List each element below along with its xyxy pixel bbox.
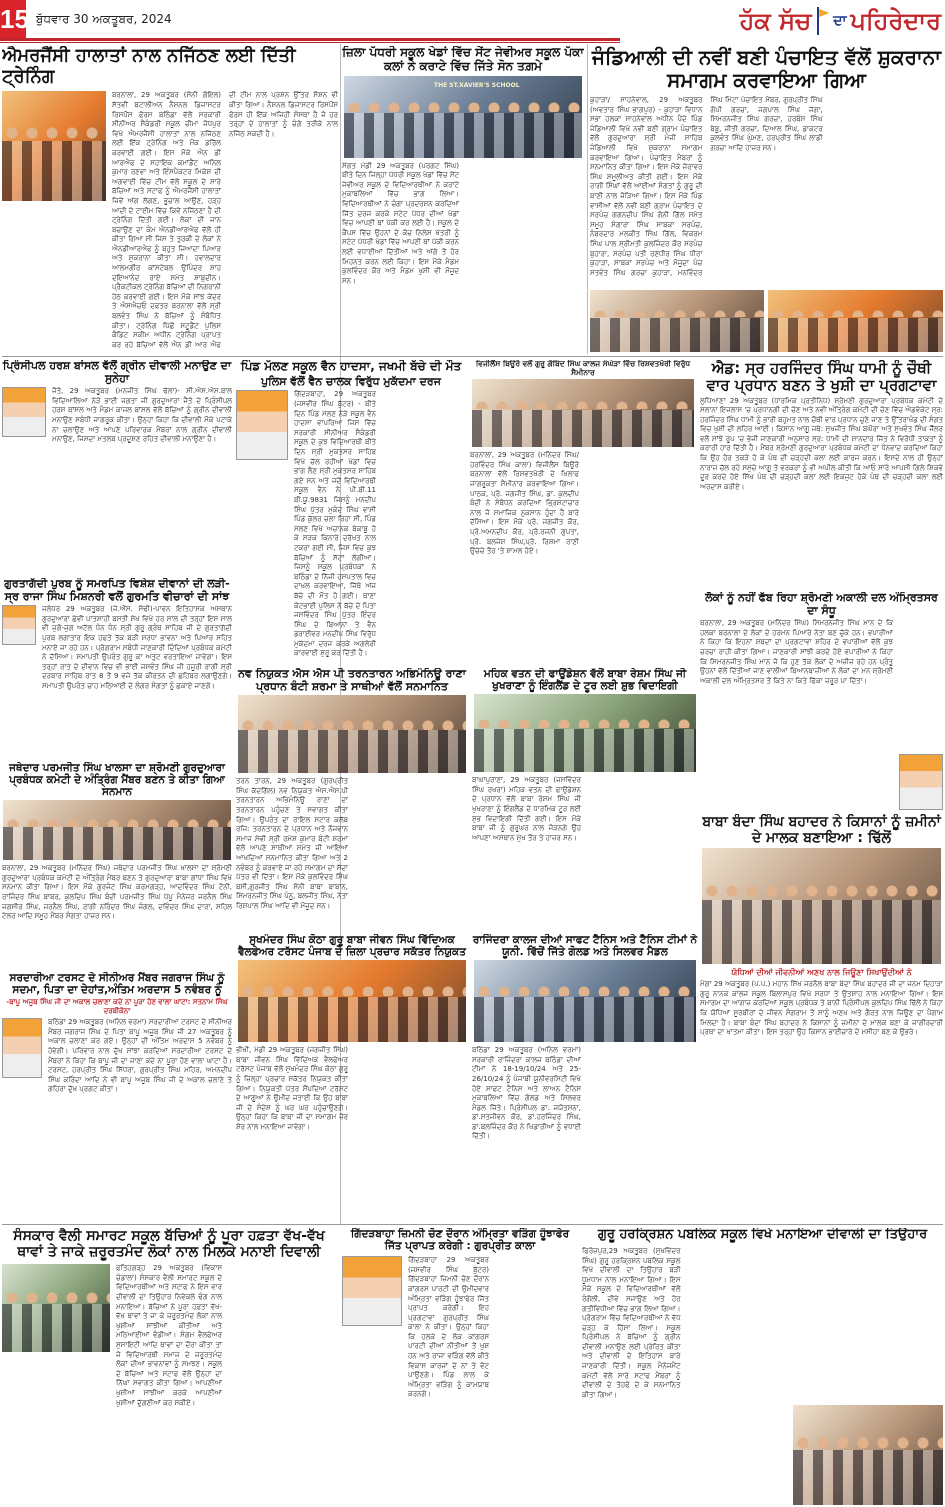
article-photo — [344, 76, 582, 158]
story-gurmat-vichar — [2, 578, 232, 758]
article-photo — [702, 848, 941, 964]
story-dhami-president — [700, 360, 943, 586]
story-emergency-training — [2, 46, 338, 352]
story-van-accident — [236, 360, 466, 664]
school-sign: THE ST.XAVIER'S SCHOOL — [434, 81, 520, 89]
story-akali-dal-amritsar — [700, 592, 943, 810]
section-divider — [2, 356, 943, 357]
story-banda-singh — [700, 814, 943, 1220]
story-karate-gold — [342, 46, 584, 352]
story-smart-school-week — [2, 1228, 336, 1505]
issue-date: ਬੁੱਧਵਾਰ 30 ਅਕਤੂਬਰ, 2024 — [36, 12, 172, 26]
article-photos — [590, 290, 943, 352]
headline: ਸਰਦਾਰੀਆ ਟਰਸਟ ਦੇ ਸੀਨੀਅਰ ਮੈਂਬਰ ਜਗਰਾਜ ਸਿੰਘ ਨੂੰ ਸਦਮਾ, ਪਿਤਾ ਦਾ ਦੇਹਾਂਤ,ਅੰਤਿਮ ਅਰਦਾਸ 5 ਨਵੰਬਰ ਨੂੰ — [9, 972, 225, 997]
article-body: ਬਠਿੰਡਾ 29 ਅਕਤੂਬਰ (ਅਨਿਲ ਵਰਮਾ) ਸਰਕਾਰੀ ਰਾਜਿੰਦਰਾ ਕਾਲਜ ਬਠਿੰਡਾ ਦੀਆਂ ਟੀਮਾਂ ਨੇ 18-19/10/24 ਅਤੇ 25-26/10/24 ਨੂੰ ਪੰਜਾਬੀ ਯੂਨੀਵਰਸਿਟੀ ਵਿਖੇ ਹੋਏ ਸਾਫਟ ਟੈਨਿਸ ਅਤੇ ਲਾਅਨ ਟੈਨਿਸ ਮੁਕਾਬਲਿਆਂ ਵਿੱਚ ਗੋਲਡ ਅਤੇ ਸਿਲਵਰ ਮੈਡਲ ਜਿੱਤੇ। ਪ੍ਰਿੰਸੀਪਲ ਡਾ. ਜਯੋਤਸਨਾ, ਡਾ.ਸਤਜੀਵਨ ਕੌਰ, ਡਾ.ਹਰਜਿੰਦਰ ਸਿੰਘ, ਡਾ.ਬਲਜਿੰਦਰ ਕੌਰ ਨੇ ਖਿਡਾਰੀਆਂ ਨੂੰ ਵਧਾਈ ਦਿੱਤੀ। — [472, 1046, 581, 1141]
article-photo — [2, 1264, 110, 1352]
headline: ਐਮਰਜੈਂਸੀ ਹਾਲਾਤਾਂ ਨਾਲ ਨਜਿੱਠਣ ਲਈ ਦਿੱਤੀ ਟ੍ਰੇਨਿੰਗ — [2, 46, 296, 87]
reporter-photo — [899, 754, 943, 810]
article-photo — [238, 695, 466, 773]
story-jagraj-bereavement — [2, 972, 232, 1220]
story-sgpc-member-honour — [2, 762, 232, 968]
reporter-photo — [2, 605, 36, 645]
article-photo — [590, 290, 764, 352]
article-body: ਬਰਨਾਲਾ, 29 ਅਕਤੂਬਰ (ਸੋਨੀ ਗੋਇਲ) ਸੱਤਵੀਂ ਬਟਾਲੀਅਨ ਨੈਸ਼ਨਲ ਡਿਜਾਸਟਰ ਰਿਸਪੌਂਸ ਫੋਰਸ ਬਠਿੰਡਾ ਵੱਲੋਂ ਸਰਕਾਰੀ ਸੀਨੀਅਰ ਸੈਕੰਡਰੀ ਸਕੂਲ ਚੀਮਾ ਜੋਧਪੁਰ ਵਿਖੇ ਐਮਰਜੈਂਸੀ ਹਾਲਾਤਾਂ ਨਾਲ ਨਜਿੱਠਣ ਲਈ ਇੱਕ ਟ੍ਰੇਨਿੰਗ ਅਤੇ ਮੌਕ ਡਰਿੱਲ ਕਰਵਾਈ ਗਈ। ਇਸ ਮੌਕੇ ਐਨ ਡੀ ਆਰਐਫ ਦੇ ਸਹਾਇਕ ਕਮਾਂਡੈਂਟ ਅਨਿਲ ਕੁਮਾਰ ਰਣਵਾ ਅਤੇ ਇੰਸਪੈਕਟਰ ਮਿਕੇਸ਼ ਦੀ ਅਗਵਾਈ ਵਿੱਚ ਟੀਮ ਵੱਲੋਂ ਸਕੂਲ ਦੇ ਸਾਰੇ ਬੱਚਿਆਂ ਅਤੇ ਸਟਾਫ ਨੂੰ ਐਮਰਜੈਂਸੀ ਹਾਲਾਤਾਂ ਜਿਵੇਂ ਅੱਗ ਲੱਗਣ, ਭੂਚਾਲ ਆਉਣ, ਹੜ੍ਹ ਆਦੀ ਦੇ ਟਾਈਮ ਵਿੱਚ ਕਿਵੇਂ ਨਜਿੱਠਣਾ ਹੈ ਦੀ ਟ੍ਰੇਨਿੰਗ ਦਿੱਤੀ ਗਈ। ਲੋਕਾਂ ਦੀ ਜਾਨ ਬਚਾਉਣ ਦਾ ਕੰਮ ਐਨਡੀਆਰਐਫ ਵੱਲੋਂ ਹੀ ਕੀਤਾ ਗਿਆ ਸੀ ਜਿਸ ਤੇ ਤੁਰਕੀ ਦੇ ਲੋਕਾਂ ਨੇ ਐਨਡੀਆਰਐਫ ਨੂੰ ਬਹੁਤ ਜਿਆਦਾ ਪਿਆਰ ਅਤੇ ਸ਼ੁਕਰਾਨਾ ਕੀਤਾ ਸੀ। ਹਵਾਲਦਾਰ ਆਲਮਗੀਰ ਕਾਂਸਟੇਬਲ ਉਪਿੰਦਰ ਸ਼ਾਹ ਦਇਆਨੰਦ ਰਾਏ ਸਮੇਤ ਸ਼ਾਬੁਦੀਨ। ਪ੍ਰੈਕਟੀਕਲ ਟ੍ਰੇਨਿੰਗ ਬੱਚਿਆਂ ਦੀ ਨਿਗਰਾਨੀ ਹੇਠ ਕਰਵਾਈ ਗਈ। ਇਸ ਮੌਕੇ ਸਾਂਝ ਕੇਂਦਰ ਤੇ ਐਸਐਚਓ ਦਫਤਰ ਬਰਨਾਲਾ ਵੱਲੋਂ ਸ੍ਰੀ ਬਲਵੰਤ ਸਿੰਘ ਨੇ ਬੱਚਿਆਂ ਨੂੰ ਸੰਬੋਧਿਤ ਕੀਤਾ। ਟ੍ਰੇਨਿੰਗ ਪਿੱਛੋਂ ਸਟੂਡੈਂਟ ਪੁਲਿਸ ਕੈਡਿਟ ਸਕੀਮ ਅਧੀਨ ਟ੍ਰੇਨਿੰਗ ਪ੍ਰਾਪਤ ਕਰ ਰਹੇ ਬੱਚਿਆਂ ਵੱਲੋਂ ਐਨ ਡੀ ਆਰ ਐਫ ਦੀ ਟੀਮ ਨਾਲ ਪ੍ਰਸ਼ਨ ਉੱਤਰ ਸੈਸ਼ਨ ਵੀ ਕੀਤਾ ਗਿਆ। ਨੈਸ਼ਨਲ ਡਿਜਾਸਟਰ ਰਿਸਪੌਂਸ ਫੋਰਸ ਹੀ ਇੱਕ ਅਜਿਹੀ ਸੰਸਥਾ ਹੈ ਜੋ ਹਰ ਤਰ੍ਹਾਂ ਦੇ ਹਾਲਾਤਾਂ ਨੂੰ ਚੰਗੇ ਤਰੀਕੇ ਨਾਲ ਨਜਿੱਠ ਸਕਦੀ ਹੈ। — [112, 91, 338, 349]
article-body: ਬਾਘਾਪੁਰਾਣਾ, 29 ਅਕਤੂਬਰ (ਜਸਵਿੰਦਰ ਸਿੰਘ ਰਖਰਾ) ਮਹਿਕ ਵਤਨ ਦੀ ਫਾਉਂਡੇਸ਼ਨ ਦੇ ਪ੍ਰਧਾਨ ਵੱਲੋਂ ਬਾਬਾ ਰੇਸ਼ਮ ਸਿੰਘ ਜੀ ਖੁਖਰਾਣਾ ਨੂੰ ਇੰਗਲੈਂਡ ਦੇ ਧਾਰਮਿਕ ਟੂਰ ਲਈ ਸ਼ੁਭ ਵਿਦਾਇਗੀ ਦਿੱਤੀ ਗਈ। ਇਸ ਮੌਕੇ ਬਾਬਾ ਜੀ ਨੂੰ ਗੁਰੂਘਰ ਨਾਲ ਜੋੜਨਗੇ ਉਹ ਆਪਣਾ ਅਸਥਾਨ ਮੁੱਖ ਤੌਰ ਤੇ ਹਾਜ਼ਰ ਸਨ। — [472, 776, 581, 842]
headline: ਲੋਕਾਂ ਨੂੰ ਨਹੀਂ ਫੱਬ ਰਿਹਾ ਸ਼੍ਰੋਮਣੀ ਅਕਾਲੀ ਦਲ ਅੰਮ੍ਰਿਤਸਰ ਦਾ ਸੰਧੂ — [705, 592, 938, 617]
article-photo — [472, 379, 694, 447]
story-green-diwali — [2, 360, 232, 574]
section-divider — [2, 1224, 943, 1225]
story-seminar-corruption — [470, 360, 696, 664]
subheadline: -ਬਾਪੂ ਅਜੂਬ ਸਿੰਘ ਜੀ ਦਾ ਅਕਾਲ ਚਲਾਣਾ ਕਦੇ ਨਾ ਪੂਰਾ ਹੋਣ ਵਾਲਾ ਘਾਟਾ: ਸਤਨਾਮ ਸਿੰਘ ਦਰਬੀਕੋਨਾ — [6, 998, 228, 1016]
headline: ਸੁਖਮੰਦਰ ਸਿੰਘ ਕੋਠਾ ਗੁਰੂ ਬਾਬਾ ਜੀਵਨ ਸਿੰਘ ਵਿੱਦਿਅਕ ਵੈਲਫੇਅਰ ਟਰੱਸਟ ਪੰਜਾਬ ਦੇ ਜ਼ਿਲਾ ਪ੍ਰਚਾਰ ਸਕੱਤਰ ਨਿਯੁਕਤ — [238, 934, 466, 959]
article-body: ਬਰਨਾਲਾ, 29 ਅਕਤੂਬਰ (ਮਨਿੰਦਰ ਸਿੰਘ/ਹਰਵਿੰਦਰ ਸਿੰਘ ਕਾਲਾ) ਵਿਜੀਲੈਂਸ ਬਿਊਰੋ ਬਰਨਾਲਾ ਵੱਲੋਂ ਰਿਸ਼ਵਤਖੋਰੀ ਦੇ ਖਿਲਾਫ ਜਾਗਰੂਕਤਾ ਸੈਮੀਨਾਰ ਕਰਵਾਇਆ ਗਿਆ। ਪਾਠਕ, ਪ੍ਰੋ. ਜਗਜੀਤ ਸਿੰਘ, ਡਾ. ਕੁਲਦੀਪ ਬੰਦੀ ਨੇ ਸੰਬੋਧਨ ਕਰਦਿਆਂ ਭ੍ਰਿਸ਼ਟਾਚਾਰ ਨਾਲ ਜੋ ਸਮਾਜਿਕ ਨੁਕਸਾਨ ਹੁੰਦਾ ਹੈ ਬਾਰੇ ਦੱਸਿਆ। ਇਸ ਮੌਕੇ ਪ੍ਰੋ. ਜਗਜੀਤ ਕੌਰ, ਪ੍ਰੋ.ਅਮਨਦੀਪ ਕੌਰ, ਪ੍ਰੋ.ਰਜਨੀ ਗੁਪਤਾ, ਪ੍ਰੋ. ਬਲਜੇਸ਼ ਸਿੰਘ,ਪ੍ਰੋ. ਰਿਸ਼ਮਾ ਰਾਣੀ ਉਚੇਚੇ ਤੌਰ 'ਤੇ ਸ਼ਾਮਲ ਹੋਏ। — [470, 451, 579, 556]
logo-text-2: ਦਾ — [833, 13, 847, 29]
subheadline: ਯੋਧਿਆਂ ਦੀਆਂ ਜੀਵਨੀਆਂ ਅਣਖ ਨਾਲ ਜਿਊਣਾ ਸਿਖਾਉਂਦੀਆਂ ਨੇ — [731, 968, 912, 978]
article-body: ਫਤਿਹਗੜ੍ਹ 29 ਅਕਤੂਬਰ (ਵਿਕਾਸ ਚੰਡਾਲਾ) ਸੰਸਕਾਰ ਵੈਲੀ ਸਮਾਰਟ ਸਕੂਲ ਦੇ ਵਿਦਿਆਰਥੀਆਂ ਅਤੇ ਸਟਾਫ ਨੇ ਇਸ ਵਾਰ ਦੀਵਾਲੀ ਦਾ ਤਿਉਹਾਰ ਨਿਵੇਕਲੇ ਢੰਗ ਨਾਲ ਮਨਾਇਆ। ਬੱਚਿਆਂ ਨੇ ਪੂਰਾ ਹਫ਼ਤਾ ਵੱਖ-ਵੱਖ ਥਾਵਾਂ ਤੇ ਜਾ ਕੇ ਜ਼ਰੂਰਤਮੰਦ ਲੋਕਾਂ ਨਾਲ ਖੁਸ਼ੀਆਂ ਸਾਂਝੀਆਂ ਕੀਤੀਆਂ ਅਤੇ ਮਠਿਆਈਆਂ ਵੰਡੀਆਂ। ਸੰਗਮ ਵੈਲਫੇਅਰ ਸੁਸਾਇਟੀ ਆਦਿ ਥਾਵਾਂ ਦਾ ਦੌਰਾ ਕੀਤਾ ਤਾਂ ਜੋ ਵਿਦਿਆਰਥੀ ਸਮਾਜ ਦੇ ਜ਼ਰੂਰਤਮੰਦ ਲੋਕਾਂ ਦੀਆਂ ਭਾਵਨਾਵਾਂ ਨੂੰ ਸਮਝਣ। ਸਕੂਲ ਦੇ ਬੱਚਿਆਂ ਅਤੇ ਸਟਾਫ ਵੱਲੋਂ ਉਨ੍ਹਾਂ ਦਾ ਨਿੱਘਾ ਸਵਾਗਤ ਕੀਤਾ ਗਿਆ। ਆਪਣੀਆਂ ਖੁਸ਼ੀਆਂ ਸਾਂਝੀਆਂ ਕਰਕੇ ਆਪਣੀਆਂ ਖੁਸ਼ੀਆਂ ਦੁੱਗਣੀਆਂ ਕਰ ਸਕੀਏ। — [116, 1264, 222, 1407]
article-body: ਮੋਗਾ 29 ਅਕਤੂਬਰ (ਪ.ਪ.) ਮਹਾਨ ਸਿੱਖ ਜਰਨੈਲ ਬਾਬਾ ਬੰਦਾ ਸਿੰਘ ਬਹਾਦਰ ਜੀ ਦਾ ਜਨਮ ਦਿਹਾੜਾ ਗੁਰੂ ਨਾਨਕ ਕਾਲਜ ਸਕੂਲ ਬਿਲਾਸਪੁਰ ਵਿਖੇ ਸ਼ਰਧਾ ਤੇ ਉਤਸ਼ਾਹ ਨਾਲ ਮਨਾਇਆ ਗਿਆ। ਇਸ ਸਮਾਗਮ ਦਾ ਆਗਾਜ਼ ਕਰਦਿਆਂ ਸਕੂਲ ਪ੍ਰਬੰਧਕ ਤੇ ਬਾਨੀ ਪ੍ਰਿੰਸੀਪਲ ਕੁਲਦਿਪ ਸਿੰਘ ਢਿੱਲੋਂ ਨੇ ਕਿਹਾ ਕਿ ਯੋਧਿਆਂ ਸੂਰਬੀਰਾਂ ਦੇ ਜੀਵਨ ਸੰਗਰਾਮ ਤੋਂ ਸਾਨੂੰ ਅਣਖ ਅਤੇ ਗੈਰਤ ਨਾਲ ਜਿਊਣ ਦਾ ਪੈਗਾਮ ਮਿਲਦਾ ਹੈ। ਬਾਬਾ ਬੰਦਾ ਸਿੰਘ ਬਹਾਦਰ ਨੇ ਕਿਸਾਨਾਂ ਨੂੰ ਜ਼ਮੀਨਾਂ ਦੇ ਮਾਲਕ ਬਣਾ ਕੇ ਜਾਗੀਰਦਾਰੀ ਪ੍ਰਥਾ ਦਾ ਖਾਤਮਾ ਕੀਤਾ। ਇਸ ਤਰ੍ਹਾਂ ਉਹ ਕਿਸਾਨ ਭਾਈਚਾਰੇ ਦੇ ਮਸੀਹਾ ਬਣ ਕੇ ਉਭਰੇ। — [700, 980, 943, 1037]
headline: ਜੰਡਿਆਲੀ ਦੀ ਨਵੀਂ ਬਣੀ ਪੰਚਾਇਤ ਵੱਲੋਂ ਸ਼ੁਕਰਾਨਾ ਸਮਾਗਮ ਕਰਵਾਇਆ ਗਿਆ — [591, 46, 942, 92]
headline: ਵਿਜੀਲੈਂਸ ਬਿਊਰੋ ਵਲੋਂ ਗੁਰੂ ਗੋਬਿੰਦ ਸਿੰਘ ਕਾਲਜ ਸੰਘੇੜਾ ਵਿੱਚ ਰਿਸ਼ਵਤਖੋਰੀ ਵਿਰੁੱਧ ਸੈਮੀਨਾਰ — [475, 360, 691, 377]
reporter-photo — [2, 387, 46, 437]
headline: ਗੁਰੂ ਹਰਕ੍ਰਿਸ਼ਨ ਪਬਲਿਕ ਸਕੂਲ ਵਿਖੇ ਮਨਾਇਆ ਦੀਵਾਲੀ ਦਾ ਤਿਉਹਾਰ — [597, 1228, 928, 1242]
headline: ਸੰਸਕਾਰ ਵੈਲੀ ਸਮਾਰਟ ਸਕੂਲ ਬੱਚਿਆਂ ਨੂੰ ਪੂਰਾ ਹਫ਼ਤਾ ਵੱਖ-ਵੱਖ ਥਾਵਾਂ ਤੇ ਜਾਕੇ ਜ਼ਰੂਰਤਮੰਦ ਲੋਕਾਂ ਨਾਲ ਮਿਲਕੇ ਮਨਾਈ ਦਿਵਾਲੀ — [13, 1228, 325, 1261]
column-divider — [587, 44, 588, 354]
subheadline: ਪੁਲਿਸ ਵੱਲੋਂ ਵੈਨ ਚਾਲਕ ਵਿਰੁੱਧ ਮੁਕੱਦਮਾ ਦਰਜ — [261, 374, 441, 388]
headline: ਗੁਰਤਾਗੱਦੀ ਪੁਰਬ ਨੂੰ ਸਮਰਪਿਤ ਵਿਸ਼ੇਸ਼ ਦੀਵਾਨਾਂ ਦੀ ਲੜੀ- ਸ੍ਰ ਰਾਜਾ ਸਿੰਘ ਮਿਸ਼ਨਰੀ ਵਲੋਂ ਗੁਰਮਤਿ ਵੀਚਾਰਾਂ ਦੀ ਸਾਂਝ — [4, 578, 230, 603]
header-rule-thin — [0, 42, 620, 43]
story-gidderbaha-election — [342, 1228, 578, 1505]
article-body: ਸੰਗਤ ਮੰਡੀ 29 ਅਕਤੂਬਰ (ਪਰਗਟ ਸਿੰਘ) ਬੀਤੇ ਦਿਨ ਜਿਲ੍ਹਾ ਪੱਧਰੀ ਸਕੂਲ ਖੇਡਾਂ ਵਿੱਚ ਸੇਂਟ ਜੇਵੀਅਰ ਸਕੂਲ ਦੇ ਵਿਦਿਆਰਥੀਆਂ ਨੇ ਕਰਾਟੇ ਮੁਕਾਬਲਿਆਂ ਵਿੱਚ ਭਾਗ ਲਿਆ। ਵਿਦਿਆਰਥੀਆਂ ਨੇ ਚੰਗਾ ਪ੍ਰਦਰਸ਼ਨ ਕਰਦਿਆਂ ਜਿੱਤ ਦਰਜ ਕਰਕੇ ਸਟੇਟ ਪੱਧਰ ਦੀਆਂ ਖੇਡਾਂ ਵਿਚ ਆਪਣੀ ਥਾਂ ਪੱਕੀ ਕਰ ਲਈ ਹੈ। ਸਕੂਲ ਦੇ ਕੈਂਪਸ ਵਿੱਚ ਉਹਨਾਂ ਦੇ ਕੋਚ ਨਿਲੇਸ਼ ਖੱਤਰੀ ਨੂੰ ਸਟੇਟ ਪੱਧਰੀ ਖੇਡਾਂ ਵਿੱਚ ਆਪਣੀ ਥਾਂ ਪੱਕੀ ਕਰਨ ਲਈ ਵਧਾਈਆਂ ਦਿੱਤੀਆਂ ਅਤੇ ਅੱਗੇ ਤੋਂ ਹੋਰ ਮਿਹਨਤ ਕਰਨ ਲਈ ਕਿਹਾ। ਇਸ ਮੌਕੇ ਮੈਡਮ ਕੁਲਵਿੰਦਰ ਕੌਰ ਅਤੇ ਮੈਡਮ ਖੁਸ਼ੀ ਵੀ ਮੌਜੂਦ ਸਨ। — [342, 161, 460, 285]
deceased-photo — [2, 1018, 42, 1078]
article-body: ਜਲੰਧਰ 29 ਅਕਤੂਬਰ (ਜੇ.ਐੱਸ. ਸੋਢੀ)-ਪਾਵਨ ਇਤਿਹਾਸਕ ਅਸਥਾਨ ਗੁਰਦੁਆਰਾ ਛੇਵੀਂ ਪਾਤਸ਼ਾਹੀ ਬਸਤੀ ਸ਼ੇਖ ਵਿਖੇ ਹਰ ਸਾਲ ਦੀ ਤਰ੍ਹਾਂ ਇਸ ਸਾਲ ਵੀ ਜੁਗੋ-ਜੁਗ ਅਟੱਲ ਧੰਨ ਧੰਨ ਸ੍ਰੀ ਗੁਰੂ ਗ੍ਰੰਥ ਸਾਹਿਬ ਜੀ ਦੇ ਗੁਰਤਾਗੱਦੀ ਪੁਰਬ ਲਗਾਤਾਰ ਇਕ ਹਫਤੇ ਤੱਕ ਬੜੀ ਸ਼ਰਧਾ ਭਾਵਨਾ ਅਤੇ ਪਿਆਰ ਸਹਿਤ ਮਨਾਏ ਜਾ ਰਹੇ ਹਨ। ਪ੍ਰੋਗਰਾਮ ਸਬੰਧੀ ਜਾਣਕਾਰੀ ਦਿੰਦਿਆਂ ਪ੍ਰਬੰਧਕ ਕਮੇਟੀ ਨੇ ਦੱਸਿਆ। ਸਮਾਪਤੀ ਉਪਰੰਤ ਗੁਰੂ ਕਾ ਅਤੁਟ ਵਰਤਾਇਆ ਜਾਵੇਗਾ। ਇਸ ਤਰ੍ਹਾਂ ਰਾਤ ਦੇ ਦੀਵਾਨ ਵਿਚ ਵੀ ਭਾਈ ਜਸਵੰਤ ਸਿੰਘ ਜੀ ਹਜ਼ੂਰੀ ਰਾਗੀ ਸ੍ਰੀ ਦਰਬਾਰ ਸਾਹਿਬ ਰਾਤ 8 ਤੋਂ 9 ਵਜੇ ਤੱਕ ਕੀਰਤਨ ਦੀ ਛਹਿਬਰ ਲਗਾਉਣਗੇ। ਸਮਾਪਤੀ ਉਪਰੰਤ ਚਾਹ ਮਠਿਆਈ ਦੇ ਲੰਗਰ ਸੰਗਤਾਂ ਨੂੰ ਛਕਾਏ ਜਾਣਗੇ। — [42, 605, 232, 691]
headline: ਪਿੰਡ ਮੱਲਣ ਸਕੂਲ ਵੈਨ ਹਾਦਸਾ, ਜਖਮੀ ਬੱਚੇ ਦੀ ਮੌਤ — [240, 360, 462, 373]
logo-text-1: ਹੱਕ ਸੱਚ — [739, 7, 812, 35]
story-tennis-medals — [472, 934, 698, 1220]
article-body: ਬਠਿੰਡਾ 29 ਅਕਤੂਬਰ (ਅਨਿਲ ਵਰਮਾ) ਸਰਦਾਰੀਆ ਟਰਸਟ ਦੇ ਸੀਨੀਅਰ ਮੈਂਬਰ ਜਗਰਾਜ ਸਿੰਘ ਦੇ ਪਿਤਾ ਬਾਪੂ ਅਜੂਬ ਸਿੰਘ ਜੀ 27 ਅਕਤੂਬਰ ਨੂੰ ਅਕਾਲ ਚਲਾਣਾ ਕਰ ਗਏ। ਉਨ੍ਹਾਂ ਦੀ ਅੰਤਿਮ ਅਰਦਾਸ 5 ਨਵੰਬਰ ਨੂੰ ਹੋਵੇਗੀ। ਪਰਿਵਾਰ ਨਾਲ ਦੁੱਖ ਸਾਂਝਾ ਕਰਦਿਆਂ ਸਰਦਾਰੀਆ ਟਰਸਟ ਦੇ ਮੈਂਬਰਾਂ ਨੇ ਕਿਹਾ ਕਿ ਬਾਪੂ ਜੀ ਦਾ ਜਾਣਾ ਕਦੇ ਨਾ ਪੂਰਾ ਹੋਣ ਵਾਲਾ ਘਾਟਾ ਹੈ। ਟਰਸਟ, ਹਰਪ੍ਰੀਤ ਸਿੰਘ ਸਿੱਧਰਾ, ਗੁਰਪ੍ਰੀਤ ਸਿੰਘ ਮਹਿਰ, ਅਮਨਦੀਪ ਸਿੰਘ ਕਰਿੰਦਾ ਆਦਿ ਨੇ ਵੀ ਬਾਪੂ ਅਜੂਬ ਸਿੰਘ ਜੀ ਦੇ ਅਕਾਲ ਚਲਾਣੇ ਤੇ ਗਹਿਰਾ ਦੁੱਖ ਪ੍ਰਗਟ ਕੀਤਾ। — [48, 1018, 232, 1094]
headline: ਪ੍ਰਿੰਸੀਪਲ ਹਰਸ਼ ਬਾਂਸਲ ਵੱਲੋਂ ਗ੍ਰੀਨ ਦੀਵਾਲੀ ਮਨਾਉਣ ਦਾ ਸੁਨੇਹਾ — [2, 360, 232, 385]
headline: ਗਿੱਦੜਬਾਹਾ ਜ਼ਿਮਨੀ ਚੋਣ ਦੌਰਾਨ ਅੰਮ੍ਰਿਤਾ ਵੜਿੰਗ ਹੂੰਝਾਫੇਰ ਜਿੱਤ ਪ੍ਰਾਪਤ ਕਰੇਗੀ : ਗੁਰਪ੍ਰੀਤ ਕਾਲਾ — [350, 1228, 570, 1253]
article-photo — [2, 91, 106, 201]
article-body: ਤਰਨ ਤਾਰਨ, 29 ਅਕਤੂਬਰ (ਗੁਰਪ੍ਰੀਤ ਸਿੰਘ ਕੱਦਗਿੱਲ) ਨਵ ਨਿਯੁਕਤ ਐਸ.ਐਸ.ਪੀ ਤਰਨਤਾਰਨ ਅਭਿਮੰਨਿਊ ਰਾਣਾ ਦਾ ਤਰਨਤਾਰਨ ਪਹੁੰਚਣ ਤੇ ਸਵਾਗਤ ਕੀਤਾ ਗਿਆ। ਉਪਰੰਤ ਦਾ ਰਾਇਲ ਸਟਾਰ ਕਲੱਬ ਰਜਿ: ਤਰਨਤਾਰਨ ਦੇ ਪ੍ਰਧਾਨ ਅਤੇ ਨੌਜਵਾਨ ਸਮਾਜ ਸੇਵੀ ਸ੍ਰੀ ਰਮੇਸ਼ ਕੁਮਾਰ ਬੰਟੀ ਸ਼ਰਮਾ ਵੱਲੋਂ ਆਪਣੇ ਸਾਥੀਆਂ ਸਮੇਤ ਜੀ ਆਇਆਂ ਆਖਦਿਆਂ ਸਨਮਾਨਿਤ ਕੀਤਾ ਗਿਆ ਅਤੇ 2 ਨਵੰਬਰ ਨੂੰ ਕਰਵਾਏ ਜਾ ਰਹੇ ਸਮਾਗਮ ਦਾ ਸੱਦਾ ਪੱਤਰ ਵੀ ਦਿੱਤਾ। ਇਸ ਮੌਕੇ ਕੁਲਵਿੰਦਰ ਸਿੰਘ ਬਸੀ,ਗੁਰਜੀਤ ਸਿੰਘ ਸੋਨੀ ਬਾਬਾ ਬਾਬਾਨ, ਸਿਮਰਨਜੀਤ ਸਿੰਘ ਪੰਨੂ, ਬਲਜੀਤ ਸਿੰਘ, ਨੇਤਾ ਰਿਸ਼ਪਾਲ ਸਿੰਘ ਆਦਿ ਵੀ ਮੌਜੂਦ ਸਨ। — [236, 777, 348, 910]
flag-icon — [815, 7, 829, 35]
article-body: ਲੁਧਿਆਣਾ 29 ਅਕਤੂਬਰ (ਧਾਰਮਿਕ ਪ੍ਰਤੀਨਿਧ) ਸ਼੍ਰੋਮਣੀ ਗੁਰਦੁਆਰਾ ਪ੍ਰਬੰਧਕ ਕਮੇਟੀ ਦੇ ਸਲਾਨਾ ਇਜਲਾਸ 'ਚ ਪ੍ਰਧਾਨਗੀ ਦੀ ਚੋਣ ਅਤੇ ਨਵੀਂ ਅੰਤ੍ਰਿੰਗ ਕਮੇਟੀ ਦੀ ਚੋਣ ਵਿੱਚ ਐਡਵੋਕੇਟ ਸ੍ਰ: ਹਰਜਿੰਦਰ ਸਿੰਘ ਧਾਮੀ ਨੂੰ ਭਾਰੀ ਬਹੁਮਤ ਨਾਲ ਚੌਥੀ ਵਾਰ ਪ੍ਰਧਾਨ ਚੁਣੇ ਜਾਣ ਤੇ ਉੱਤਰਾਖੰਡ ਦੀ ਸੰਗਤ ਵਿਚ ਖੁਸ਼ੀ ਦੀ ਲਹਿਰ ਆਈ। ਕਿਸਾਨ ਆਗੂ ਜਥੇ: ਸੁਖਜੀਤ ਸਿੰਘ ਬਘੌਰਾ ਅਤੇ ਸੁਖਵੰਤ ਸਿੰਘ ਜੌੱਲਰ ਵਲੋਂ ਸਾਂਝੇ ਰੂਪ 'ਚ ਭੇਜੀ ਜਾਣਕਾਰੀ ਅਨੁਸਾਰ ਸ੍ਰ: ਧਾਮੀ ਦੀ ਸ਼ਾਨਦਾਰ ਜਿੱਤ ਨੇ ਵਿਰੋਧੀ ਤਾਕਤਾਂ ਨੂੰ ਕਰਾਰੀ ਹਾਰ ਦਿੱਤੀ ਹੈ। ਮੈਂਬਰ ਸ਼੍ਰੋਮਣੀ ਗੁਰਦੁਆਰਾ ਪ੍ਰਬੰਧਕ ਕਮੇਟੀ ਦਾ ਧੰਨਵਾਦ ਕਰਦਿਆਂ ਕਿਹਾ ਕਿ ਉਹ ਹੋਰ ਤਕੜੇ ਹੋ ਕੇ ਪੰਥ ਦੀ ਚੜ੍ਹਦੀ ਕਲਾ ਲਈ ਕਾਰਜ ਕਰਨ। ਇਸਦੇ ਨਾਲ ਹੀ ਉਨ੍ਹਾਂ ਨਾਰਾਜ਼ ਚੱਲ ਰਹੇ ਸਮੁੱਚੇ ਆਗੂ ਤੇ ਵਰਕਰਾਂ ਨੂੰ ਵੀ ਅਪੀਲ ਕੀਤੀ ਕਿ ਆਓ ਸਾਰੇ ਆਪਸੀ ਗਿਲੇ ਸ਼ਿਕਵੇ ਦੂਰ ਕਰਦੇ ਹੋਏ ਸਿੱਖ ਪੰਥ ਦੀ ਚੜ੍ਹਦੀ ਕਲਾ ਲਈ ਇਕਜੁਟ ਹੋਕੇ ਪੰਥ ਦੀ ਚੜ੍ਹਦੀ ਕਲਾ ਲਈ ਅਰਦਾਸ ਕਰੀਏ। — [700, 396, 943, 491]
article-body: ਗਿੱਦੜਬਾਹਾ 29 ਅਕਤੂਬਰ (ਜਸਵੀਰ ਸਿੰਘ ਬੁੱਟਰ) ਗਿੱਦੜਬਾਹਾ ਜ਼ਿਮਨੀ ਚੋਣ ਦੌਰਾਨ ਕਾਂਗਰਸ ਪਾਰਟੀ ਦੀ ਉਮੀਦਵਾਰ ਅੰਮ੍ਰਿਤਾ ਵੜਿੰਗ ਹੂੰਝਾਫੇਰ ਜਿੱਤ ਪ੍ਰਾਪਤ ਕਰੇਗੀ। ਇਹ ਪ੍ਰਗਟਾਵਾ ਗੁਰਪ੍ਰੀਤ ਸਿੰਘ ਕਾਲਾ ਨੇ ਕੀਤਾ। ਉਨ੍ਹਾਂ ਕਿਹਾ ਕਿ ਹਲਕੇ ਦੇ ਲੋਕ ਕਾਂਗਰਸ ਪਾਰਟੀ ਦੀਆਂ ਨੀਤੀਆਂ ਤੋਂ ਖੁਸ਼ ਹਨ ਅਤੇ ਰਾਜਾ ਵੜਿੰਗ ਵੱਲੋਂ ਕੀਤੇ ਵਿਕਾਸ ਕਾਰਜਾਂ ਦੇ ਨਾਂ ਤੇ ਵੋਟ ਪਾਉਣਗੇ। ਪਿੰਡ ਲਾਲ ਕੇ ਅੰਮ੍ਰਿਤਾ ਵੜਿੰਗ ਨੂੰ ਕਾਮਯਾਬ ਕਰਨਗੇ। — [408, 1256, 489, 1399]
article-body: ਗਿੱਦੜਬਾਹਾ, 29 ਅਕਤੂਬਰ (ਜਸਵੀਰ ਸਿੰਘ ਬੁੱਟਰ) - ਬੀਤੇ ਦਿਨ ਪਿੰਡ ਮੱਲਣ ਨੇੜੇ ਸਕੂਲ ਵੈਨ ਹਾਦਸਾ ਵਾਪਰਿਆ ਜਿਸ ਵਿੱਚ ਸਰਕਾਰੀ ਸੀਨੀਅਰ ਸੈਕੰਡਰੀ ਸਕੂਲ ਦੇ ਕੁਝ ਵਿਦਿਆਰਥੀ ਬੀਤੇ ਦਿਨ ਸ੍ਰੀ ਮੁਕਤਸਰ ਸਾਹਿਬ ਵਿਖੇ ਚੱਲ ਰਹੀਆਂ ਖੇਡਾਂ ਵਿਚ ਭਾਗ ਲੈਣ ਸ੍ਰੀ ਮੁਕਤਸਰ ਸਾਹਿਬ ਗਏ ਸਨ ਅਤੇ ਜਦੋਂ ਵਿਦਿਆਰਥੀ ਸਕੂਲ ਵੈਨ ਨੇ ਪੀ.ਬੀ.11 ਬੀ.ਯੂ.9831 ਜਿਸਨੂੰ ਮਨਦੀਪ ਸਿੰਘ ਪੁੱਤਰ ਮੁਕੰਦ ਸਿੰਘ ਵਾਸੀ ਪਿੰਡ ਕੁੱਲਰ ਚਲਾ ਰਿਹਾ ਸੀ, ਪਿੰਡ ਮੱਲਣ ਵਿਖੇ ਅਚਾਨਕ ਬੇਕਾਬੂ ਹੋ ਕੇ ਸੜਕ ਕਿਨਾਰੇ ਦਰੱਖਤ ਨਾਲ ਟਕਰਾ ਗਈ ਸੀ, ਜਿਸ ਵਿਚ ਕੁਝ ਬੱਚਿਆਂ ਨੂੰ ਸੱਟਾਂ ਲੱਗੀਆਂ। ਜਿਸਨੂੰ ਸਕੂਲ ਪ੍ਰਬੰਧਕਾਂ ਨੇ ਬਠਿੰਡਾ ਦੇ ਨਿੱਜੀ ਹਸਪਤਾਲ ਵਿਚ ਦਾਖਲ ਕਰਵਾਇਆ, ਜਿੱਥੇ ਅੱਜ ਬੱਚੇ ਦੀ ਮੌਤ ਹੋ ਗਈ। ਥਾਣਾ ਕੋਟਭਾਈ ਪੁਲਿਸ ਨੇ ਬੱਚੇ ਦੇ ਪਿਤਾ ਜਸਵਿੰਦਰ ਸਿੰਘ ਪੁੱਤਰ ਇੰਦਰ ਸਿੰਘ ਦੇ ਬਿਆਨਾਂ ਤੇ ਵੈਨ ਡਰਾਈਵਰ ਮਨਦੀਪ ਸਿੰਘ ਵਿਰੁੱਧ ਮੁਕੱਦਮਾ ਦਰਜ ਕਰਕੇ ਅਗਲੇਰੀ ਕਾਰਵਾਈ ਸ਼ੁਰੂ ਕਰ ਦਿੱਤੀ ਹੈ। — [294, 390, 376, 658]
article-photo — [3, 800, 231, 860]
story-england-tour — [472, 668, 698, 930]
story-ssp-honour — [236, 668, 468, 930]
article-body: ਬਰਨਾਲਾ, 29 ਅਕਤੂਬਰ (ਮਨਿੰਦਰ ਸਿੰਘ) ਜਥੇਦਾਰ ਪਰਮਜੀਤ ਸਿੰਘ ਖਾਲਸਾ ਦਾ ਸ਼੍ਰੋਮਣੀ ਗੁਰਦੁਆਰਾ ਪ੍ਰਬੰਧਕ ਕਮੇਟੀ ਦੇ ਅੰਤ੍ਰਿੰਗ ਮੈਂਬਰ ਬਣਨ ਤੇ ਗੁਰਦੁਆਰਾ ਬਾਬਾ ਗਾਂਧਾ ਸਿੰਘ ਵਿਖੇ ਸਨਮਾਨ ਕੀਤਾ ਗਿਆ। ਇਸ ਮੌਕੇ ਗੁਰਜੰਟ ਸਿੰਘ ਕਰਮਗੜ੍ਹ, ਆਦਵਿੰਦਰ ਸਿੰਘ ਟੋਨੀ, ਰਾਜਿੰਦਰ ਸਿੰਘ ਬਾਬਰ, ਕੁਲਦਿਪ ਸਿੰਘ ਬੰਦੀ ਪਰਮਜੀਤ ਸਿੰਘ ਪੱਪੂ ਮੈਨੇਜਰ ਜਰਨੈਲ ਸਿੰਘ ਜਗਸੀਰ ਸਿੰਘ, ਜਰਨੈਲ ਸਿੰਘ, ਰਾਗੀ ਨਰਿੰਦਰ ਸਿੰਘ ਜੰਗਲ, ਦਵਿੰਦਰ ਸਿੰਘ ਦਾਰਾ, ਸਹਿਲ ਟੇਲਰ ਆਦਿ ਸਮੂਹ ਮੈਂਬਰ ਸੰਗਤਾ ਹਾਜ਼ਰ ਸਨ। — [2, 864, 232, 921]
article-body: ਜੈਤੋ, 29 ਅਕਤੂਬਰ (ਮਨਜੀਤ ਸਿੰਘ ਢੱਲਾ)- ਸੀ.ਐਸ.ਐਸ.ਬਾਲ ਵਿਦਿਆਲਿਆ ਨੇੜੇ ਭਾਈ ਜਗਤਾ ਜੀ ਗੁਰਦੁਆਰਾ ਜੈਤੋ ਦੇ ਪ੍ਰਿੰਸੀਪਲ ਹਰਸ਼ ਬਾਂਸਲ ਅਤੇ ਮੈਡਮ ਕਾਜਲ ਬਾਂਸਲ ਵੱਲੋਂ ਬੱਚਿਆਂ ਨੂੰ ਗ੍ਰੀਨ ਦੀਵਾਲੀ ਮਨਾਉਣ ਸਬੰਧੀ ਜਾਗਰੂਕ ਕੀਤਾ। ਉਨ੍ਹਾਂ ਕਿਹਾ ਕਿ ਦੀਵਾਲੀ ਮੌਕੇ ਪਟਾਕੇ ਨਾ ਚਲਾਉਣ ਅਤੇ ਆਪਣੇ ਪਰਿਵਾਰਕ ਮੈਂਬਰਾਂ ਨਾਲ ਗ੍ਰੀਨ ਦੀਵਾਲੀ ਮਨਾਉਣ, ਜਿਸਦਾ ਮਤਲਬ ਪ੍ਰਦੂਸ਼ਣ ਰਹਿਤ ਦੀਵਾਲੀ ਮਨਾਉਣਾ ਹੈ। — [52, 387, 232, 444]
article-body: ਭੀਖੀ, ਮੰਡੀ 29 ਅਕਤੂਬਰ (ਜਗਜੀਤ ਸਿੰਘ) ਬਾਬਾ ਜੀਵਨ ਸਿੰਘ ਵਿੱਦਿਅਕ ਵੈਲਫੇਅਰ ਟਰੱਸਟ ਪੰਜਾਬ ਵੱਲੋਂ ਸੁਖਮੰਦਰ ਸਿੰਘ ਕੋਠਾ ਗੁਰੂ ਨੂੰ ਜ਼ਿਲ੍ਹਾ ਪ੍ਰਚਾਰ ਸਕੱਤਰ ਨਿਯੁਕਤ ਕੀਤਾ ਗਿਆ। ਨਿਯੁਕਤੀ ਪੱਤਰ ਸੌਂਪਦਿਆਂ ਟਰੱਸਟ ਦੇ ਆਗੂਆਂ ਨੇ ਉਮੀਦ ਜਤਾਈ ਕਿ ਉਹ ਬਾਬਾ ਜੀ ਦੇ ਸੰਦੇਸ਼ ਨੂੰ ਘਰ ਘਰ ਪਹੁੰਚਾਉਣਗੇ। ਉਨ੍ਹਾਂ ਕਿਹਾ ਕਿ ਬਾਬਾ ਜੀ ਦਾ ਸਮਾਗਮ ਜ਼ੋਰ ਸ਼ੋਰ ਨਾਲ ਮਨਾਇਆ ਜਾਵੇਗਾ। — [236, 1046, 348, 1131]
article-photo — [238, 960, 466, 1042]
candidate-photo — [342, 1256, 402, 1326]
headline: ਜ਼ਿਲਾ ਪੱਧਰੀ ਸਕੂਲ ਖੇਡਾਂ ਵਿੱਚ ਸੇਂਟ ਜੇਵੀਅਰ ਸਕੂਲ ਪੱਕਾ ਕਲਾਂ ਨੇ ਕਰਾਟੇ ਵਿੱਚ ਜਿੱਤੇ ਸੋਨ ਤਗ਼ਮੇ — [342, 46, 584, 73]
article-photo — [474, 960, 696, 1042]
newspaper-logo — [740, 4, 941, 38]
article-body: ਕੁਹਾੜਾ/ ਸਾਹਨੇਵਾਲ, 29 ਅਕਤੂਬਰ (ਅਵਤਾਰ ਸਿੰਘ ਭਾਗਪੁਰ) - ਕੁਹਾੜਾ ਵਿਧਾਨ ਸਭਾ ਹਲਕਾ ਸਾਹਨੇਵਾਲ ਅਧੀਨ ਪੈਂਦੇ ਪਿੰਡ ਜੰਡਿਆਲੀ ਵਿਖੇ ਨਵੀਂ ਬਣੀ ਗ੍ਰਾਮ ਪੰਚਾਇਤ ਵੱਲੋਂ ਗੁਰਦੁਆਰਾ ਸ੍ਰੀ ਮੰਜੀ ਸਾਹਿਬ ਜੰਡਿਆਲੀ ਵਿਖੇ ਸ਼ੁਕਰਾਨਾ ਸਮਾਗਮ ਕਰਵਾਇਆ ਗਿਆ। ਪੰਚਾਇਤ ਮੈਂਬਰਾਂ ਨੂੰ ਸਨਮਾਨਿਤ ਕੀਤਾ ਗਿਆ। ਇਸ ਮੌਕੇ ਜ਼ੋਰਾਵਰ ਸਿੰਘ ਸ਼ਮੂਲੀਅਤ ਕੀਤੀ ਗਈ। ਇਸ ਮੌਕੇ ਰਾਗੀ ਸਿੰਘਾਂ ਵੱਲੋਂ ਆਈਆਂ ਸੰਗਤਾਂ ਨੂੰ ਗੁਰੂ ਦੀ ਬਾਣੀ ਨਾਲ ਜੋੜਿਆ ਗਿਆ। ਇਸ ਮੌਕੇ ਪਿੰਡ ਵਾਸੀਆਂ ਵੱਲੋਂ ਨਵੀਂ ਬਣੀ ਗ੍ਰਾਮ ਪੰਚਾਇਤ ਦੇ ਸਰਪੰਚ ਗਗਨਦੀਪ ਸਿੰਘ ਗੋਨੀ ਗਿੱਲ ਸਮੇਤ ਸਮੂਹ ਸੰਗਾਰਾ ਸਿੰਘ ਸਾਬਕਾ ਸਰਪੰਚ, ਨੰਬਰਦਾਰ ਮਲਕੀਤ ਸਿੰਘ ਗਿੱਲ, ਵਿਕਰਮ ਸਿੰਘ ਪਾਲ ਸ੍ਰੀਮਤੀ ਕੁਲਜਿੰਦਰ ਕੌਰ ਸਰਪੰਚ ਬੁਹਾਰਾ, ਸਰਪੰਚ ਪਤੀ ਰਣਧੀਰ ਸਿੰਘ ਧੀਰਾ ਕੁਹਾੜਾ, ਸਾਬਕਾ ਸਰਪੰਚ ਅਤੇ ਮੌਜੂਦਾ ਪੰਚ ਸਤਵੰਤ ਸਿੰਘ ਗਰਚਾ ਕੁਹਾੜਾ, ਮਨਵਿੰਦਰ ਸਿੰਘ ਮਿੰਟਾ ਪੰਚਾਇਤ ਮੈਂਬਰ, ਗੁਰਪ੍ਰੀਤ ਸਿੰਘ ਗੋਪੀ ਗਰਚਾ, ਜਗਪਾਲ ਸਿੰਘ ਜੱਗਾ, ਸਿਮਰਨਜੀਤ ਸਿੰਘ ਗਰਚਾ, ਹਰਬੰਸ ਸਿੰਘ ਬੇਬੂ, ਜੀਤੀ ਗਰਚਾ, ਦਿਆਲ ਸਿੰਘ, ਡਾਕਟਰ ਕੁਲਵੰਤ ਸਿੰਘ ਘੁੰਮਣ, ਹਰਪ੍ਰੀਤ ਸਿੰਘ ਲਾਡੀ ਗਰਚਾ ਆਦਿ ਹਾਜ਼ਰ ਸਨ। — [590, 96, 823, 277]
article-photo — [793, 1405, 943, 1505]
article-photo — [768, 290, 943, 352]
article-body: ਬਰਨਾਲਾ, 29 ਅਕਤੂਬਰ (ਮਨਿੰਦਰ ਸਿੰਘ) ਸਿਮਰਨਜੀਤ ਸਿੰਘ ਮਾਨ ਦੇ ਕਿ ਹਲਕਾ ਬਰਨਾਲਾ ਦੇ ਲੋਕਾਂ ਦੇ ਹਰਮਨ ਪਿਆਰੇ ਨੇਤਾ ਬਣ ਚੁੱਕੇ ਹਨ। ਵਪਾਰੀਆਂ ਨੇ ਕਿਹਾ ਕਿ ਇਹਨਾਂ ਸ਼ਬਦਾਂ ਦਾ ਪ੍ਰਗਟਾਵਾ ਸ਼ਹਿਰ ਦੇ ਵਪਾਰੀਆਂ ਵੱਲੋਂ ਕੁਝ ਚਰਚਾ ਰਾਹੀਂ ਕੀਤਾ ਗਿਆ। ਜਾਣਕਾਰੀ ਸਾਂਝੀ ਕਰਦੇ ਹੋਏ ਵਪਾਰੀਆਂ ਨੇ ਕਿਹਾ ਕਿ ਸਿਮਰਨਜੀਤ ਸਿੰਘ ਮਾਨ ਜੋ ਕਿ ਹੁਣ ਤੱਕ ਲੋਕਾਂ ਦੇ ਅਜ਼ੀਜ਼ ਰਹੇ ਹਨ ਪ੍ਰੰਤੂ ਉਹਨਾਂ ਵੱਲੋਂ ਦਿੱਤੀਆਂ ਜਾਣ ਵਾਲੀਆਂ ਬਿਆਨਬਾਜ਼ੀਆਂ ਨੇ ਲੋਕਾਂ ਦਾ ਮਨ ਸ਼੍ਰੋਮਣੀ ਅਕਾਲੀ ਦਲ ਅੰਮ੍ਰਿਤਸਰ ਤੋਂ ਕਿਤੇ ਨਾ ਕਿਤੇ ਫਿੱਕਾ ਜ਼ਰੂਰ ਪਾ ਦਿੱਤਾ। — [700, 619, 893, 685]
story-panchayat-thanks — [590, 46, 943, 352]
headline: ਐਡ: ਸ੍ਰ ਹਰਜਿੰਦਰ ਸਿੰਘ ਧਾਮੀ ਨੂੰ ਚੌਥੀ ਵਾਰ ਪ੍ਰਧਾਨ ਬਣਨ ਤੇ ਖੁਸ਼ੀ ਦਾ ਪ੍ਰਗਟਾਵਾ — [706, 360, 937, 395]
header-rule — [0, 38, 620, 41]
headline: ਰਾਜਿੰਦਰਾ ਕਾਲਜ ਦੀਆਂ ਸਾਫਟ ਟੈਨਿਸ ਅਤੇ ਟੈਨਿਸ ਟੀਮਾਂ ਨੇ ਯੂਨੀ. ਵਿੱਚੋਂ ਜਿੱਤੇ ਗੋਲਡ ਅਤੇ ਸਿਲਵਰ ਮੈਡਲ — [472, 934, 698, 959]
headline: ਮਹਿਕ ਵਤਨ ਦੀ ਫਾਉਂਡੇਸ਼ਨ ਵੱਲੋਂ ਬਾਬਾ ਰੇਸ਼ਮ ਸਿੰਘ ਜੀ ਖੁਖਰਾਣਾ ਨੂੰ ਇੰਗਲੈਂਡ ਦੇ ਟੂਰ ਲਈ ਸ਼ੁਭ ਵਿਦਾਇਗੀ — [483, 668, 687, 693]
page-number: 15 — [0, 0, 26, 38]
masthead — [0, 0, 945, 44]
headline: ਬਾਬਾ ਬੰਦਾ ਸਿੰਘ ਬਹਾਦਰ ਨੇ ਕਿਸਾਨਾਂ ਨੂੰ ਜ਼ਮੀਨਾਂ ਦੇ ਮਾਲਕ ਬਣਾਇਆ : ਢਿੱਲੋਂ — [702, 814, 941, 847]
article-photo — [474, 694, 696, 772]
logo-text-3: ਪਹਿਰੇਦਾਰ — [850, 7, 941, 35]
story-sukhmander-appointed — [236, 934, 468, 1220]
article-body: ਫਿਰੋਜ਼ਪੁਰ,29 ਅਕਤੂਬਰ (ਸੁਖਵਿੰਦਰ ਸਿੰਘ) ਗੁਰੂ ਹਰਕ੍ਰਿਸ਼ਨ ਪਬਲਿਕ ਸਕੂਲ ਵਿਖੇ ਦੀਵਾਲੀ ਦਾ ਤਿਉਹਾਰ ਬੜੀ ਧੂਮਧਾਮ ਨਾਲ ਮਨਾਇਆ ਗਿਆ। ਇਸ ਮੌਕੇ ਸਕੂਲ ਦੇ ਵਿਦਿਆਰਥੀਆਂ ਵੱਲੋਂ ਰੰਗੋਲੀ, ਦੀਵੇ ਸਜਾਉਣ ਅਤੇ ਹੋਰ ਗਤੀਵਿਧੀਆਂ ਵਿੱਚ ਭਾਗ ਲਿਆ ਗਿਆ। ਪ੍ਰੋਗਰਾਮ ਵਿੱਚ ਵਿਦਿਆਰਥੀਆਂ ਨੇ ਵੱਧ ਚੜ੍ਹ ਕੇ ਹਿੱਸਾ ਲਿਆ। ਸਕੂਲ ਪ੍ਰਿੰਸੀਪਲ ਨੇ ਬੱਚਿਆਂ ਨੂੰ ਗ੍ਰੀਨ ਦੀਵਾਲੀ ਮਨਾਉਣ ਲਈ ਪ੍ਰੇਰਿਤ ਕੀਤਾ ਅਤੇ ਦੀਵਾਲੀ ਦੇ ਇਤਿਹਾਸ ਬਾਰੇ ਜਾਣਕਾਰੀ ਦਿੱਤੀ। ਸਕੂਲ ਮੈਨੇਜਮੈਂਟ ਕਮੇਟੀ ਵੱਲੋਂ ਸਾਰੇ ਸਟਾਫ ਮੈਂਬਰਾਂ ਨੂੰ ਦੀਵਾਲੀ ਦੇ ਤੋਹਫੇ ਦੇ ਕੇ ਸਨਮਾਨਿਤ ਕੀਤਾ ਗਿਆ। — [582, 1246, 681, 1399]
victim-photo — [236, 390, 288, 460]
headline: ਨਵ ਨਿਯੁਕਤ ਐਸ ਐਸ ਪੀ ਤਰਨਤਾਰਨ ਅਭਿਮੰਨਿਊ ਰਾਣਾ ਪ੍ਰਧਾਨ ਬੰਟੀ ਸ਼ਰਮਾ ਤੇ ਸਾਥੀਆਂ ਵੱਲੋਂ ਸਨਮਾਨਿਤ — [238, 668, 466, 693]
headline: ਜਥੇਦਾਰ ਪਰਮਜੀਤ ਸਿੰਘ ਖਾਲਸਾ ਦਾ ਸ਼੍ਰੋਮਣੀ ਗੁਰਦੁਆਰਾ ਪ੍ਰਬੰਧਕ ਕਮੇਟੀ ਦੇ ਅੰਤ੍ਰਿੰਗ ਮੈਂਬਰ ਬਣਨ ਤੇ ਕੀਤਾ ਗਿਆ ਸਨਮਾਨ — [9, 762, 225, 799]
story-harkrishan-diwali — [582, 1228, 943, 1505]
